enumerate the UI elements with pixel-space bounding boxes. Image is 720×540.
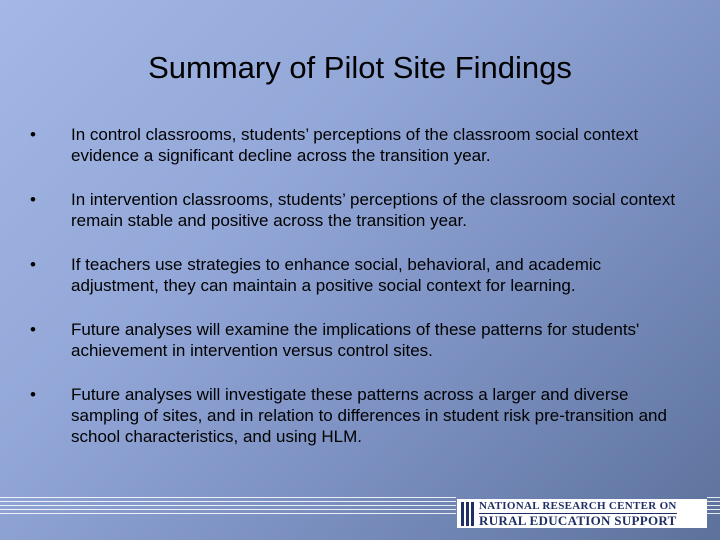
bullet-dot: • <box>30 320 36 339</box>
bullet-item <box>30 124 690 166</box>
bullet-dot: • <box>30 190 36 209</box>
nrcres-logo <box>457 499 707 528</box>
bullet-dot: • <box>30 255 36 274</box>
bullet-text: In control classrooms, students’ perceptions of the classroom social context evidence a significant decline across the transition year. <box>71 125 639 165</box>
footer-decorative-lines <box>0 497 456 517</box>
bullet-item <box>30 254 690 296</box>
bullet-item <box>30 384 690 447</box>
logo-line2: RURAL EDUCATION SUPPORT <box>479 513 677 528</box>
bullet-list <box>30 124 690 470</box>
slide-title: Summary of Pilot Site Findings <box>148 50 572 85</box>
bullet-text: If teachers use strategies to enhance social, behavioral, and academic adjustment, they can maintain a positive social context for learning. <box>71 255 602 295</box>
bullet-dot: • <box>30 125 36 144</box>
bullet-text: In intervention classrooms, students’ perceptions of the classroom social context remain stable and positive across the transition year. <box>71 190 676 230</box>
logo-line1: NATIONAL RESEARCH CENTER ON <box>479 500 677 512</box>
footer-decorative-lines-right <box>707 497 720 517</box>
bullet-item <box>30 189 690 231</box>
bullet-dot: • <box>30 385 36 404</box>
logo-text <box>479 500 677 527</box>
logo-mark-icon <box>461 502 475 526</box>
bullet-text: Future analyses will investigate these patterns across a larger and diverse sampling of sites, and in relation to differences in student risk pre-transition and school characteristics, and using HLM. <box>71 385 667 446</box>
bullet-text: Future analyses will examine the implications of these patterns for students' achievement in intervention versus control sites. <box>71 320 640 360</box>
bullet-item <box>30 319 690 361</box>
